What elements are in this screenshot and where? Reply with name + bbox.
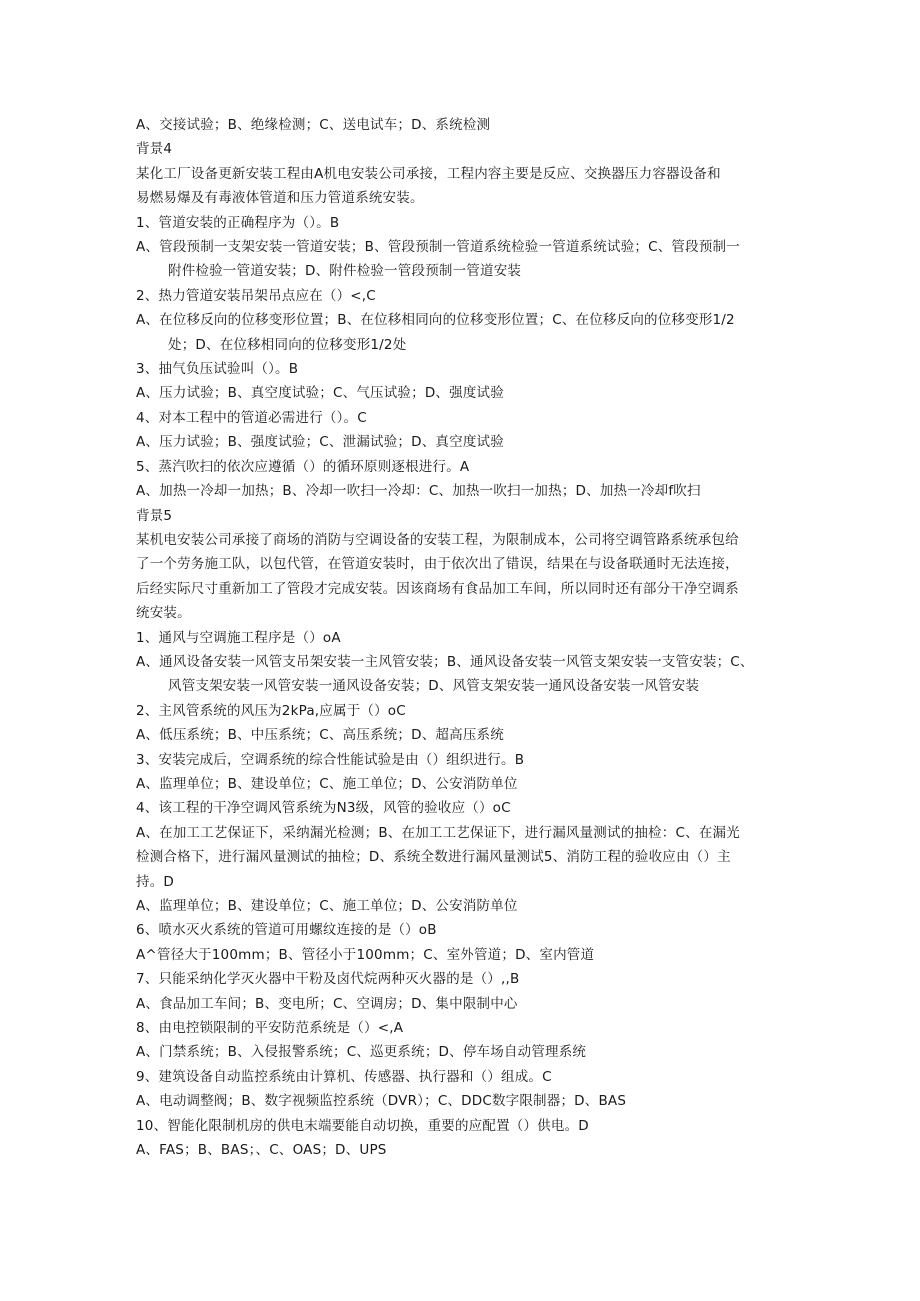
answer-options-continued: 附件检验一管道安装；D、附件检验一管段预制一管道安装: [168, 263, 522, 280]
answer-options: A^管径大于100mm；B、管径小于100mm；C、室外管道；D、室内管道: [136, 946, 595, 963]
answer-options: A、监理单位；B、建设单位；C、施工单位；D、公安消防单位: [136, 898, 518, 914]
answer-options: A、加热一冷却一加热；B、冷却一吹扫一冷却：C、加热一吹扫一加热；D、加热一冷却f吹扫: [136, 483, 701, 500]
answer-options: A、监理单位；B、建设单位；C、施工单位；D、公安消防单位: [136, 775, 518, 792]
answer-options: A、门禁系统；B、入侵报警系统；C、巡更系统；D、停车场自动管理系统: [136, 1044, 587, 1061]
answer-options: A、FAS；B、BAS；、C、OAS；D、UPS: [136, 1142, 387, 1159]
question: 5、蒸汽吹扫的依次应遵循（）的循环原则逐根进行。A: [136, 458, 470, 475]
background-paragraph: 某机电安装公司承接了商场的消防与空调设备的安装工程，为限制成本，公司将空调管路系统承包给: [136, 531, 739, 548]
section-heading: 背景4: [136, 141, 173, 158]
answer-options: A、电动调整阀；B、数字视频监控系统（DVR）；C、DDC数字限制器；D、BAS: [136, 1093, 627, 1110]
section-heading: 背景5: [136, 507, 173, 524]
question: 2、主风管系统的风压为2kPa,应属于（）oC: [136, 702, 406, 719]
question: 10、智能化限制机房的供电末端要能自动切换，重要的应配置（）供电。D: [136, 1117, 589, 1134]
answer-options: A、压力试验；B、强度试验；C、泄漏试验；D、真空度试验: [136, 434, 504, 451]
question: 4、对本工程中的管道必需进行（）。C: [136, 409, 367, 426]
background-paragraph: 易燃易爆及有毒液体管道和压力管道系统安装。: [136, 190, 424, 207]
background-paragraph: 某化工厂设备更新安装工程由A机电安装公司承接，工程内容主要是反应、交换器压力容器设备和: [136, 165, 721, 182]
background-paragraph: 后经实际尺寸重新加工了管段才完成安装。因该商场有食品加工车间，所以同时还有部分干净空调系: [136, 580, 739, 597]
answer-options-continued: 检测合格下，进行漏风量测试的抽检；D、系统全数进行漏风量测试5、消防工程的验收应由（）主: [136, 849, 731, 866]
question: 9、建筑设备自动监控系统由计算机、传感器、执行器和（）组成。C: [136, 1068, 552, 1085]
answer-options: A、管段预制一支架安装一管道安装；B、管段预制一管道系统检验一管道系统试验；C、管段预制一: [136, 239, 740, 256]
answer-options: A、在位移反向的位移变形位置；B、在位移相同向的位移变形位置；C、在位移反向的位移变形1/2: [136, 312, 735, 329]
answer-options: A、通风设备安装一风管支吊架安装一主风管安装；B、通风设备安装一风管支架安装一支管安装；C、: [136, 653, 754, 670]
question: 2、热力管道安装吊架吊点应在（）<,C: [136, 287, 376, 304]
document-body: [136, 113, 796, 1162]
answer-options-continued: 处；D、在位移相同向的位移变形1/2处: [168, 336, 407, 353]
question: 4、该工程的干净空调风管系统为N3级，风管的验收应（）oC: [136, 800, 511, 817]
answer-options: A、交接试验；B、绝缘检测；C、送电试车；D、系统检测: [136, 117, 491, 133]
answer-options-continued: 风管支架安装一风管安装一通风设备安装；D、风管支架安装一通风设备安装一风管安装: [168, 678, 700, 695]
answer-options: A、低压系统；B、中压系统；C、高压系统；D、超高压系统: [136, 727, 504, 744]
question: 3、抽气负压试验叫（）。B: [136, 361, 299, 378]
question: 6、喷水灭火系统的管道可用螺纹连接的是（）oB: [136, 922, 437, 939]
answer-options: A、压力试验；B、真空度试验；C、气压试验；D、强度试验: [136, 385, 504, 402]
question: 1、管道安装的正确程序为（）。B: [136, 214, 340, 231]
answer-options: A、食品加工车间；B、变电所；C、空调房；D、集中限制中心: [136, 995, 518, 1012]
answer-options-continued: 持。D: [136, 873, 174, 890]
question: 8、由电控锁限制的平安防范系统是（）<,A: [136, 1020, 404, 1037]
question: 7、只能采纳化学灭火器中干粉及卤代烷两种灭火器的是（）,,B: [136, 971, 520, 988]
background-paragraph: 了一个劳务施工队，以包代管，在管道安装时，由于依次出了错误，结果在与设备联通时无法连接，: [136, 556, 739, 573]
answer-options: A、在加工工艺保证下，采纳漏光检测；B、在加工工艺保证下，进行漏风量测试的抽检：C、在漏光: [136, 824, 740, 841]
question: 1、通风与空调施工程序是（）oA: [136, 629, 341, 646]
background-paragraph: 统安装。: [136, 605, 191, 622]
question: 3、安装完成后，空调系统的综合性能试验是由（）组织进行。B: [136, 751, 525, 768]
